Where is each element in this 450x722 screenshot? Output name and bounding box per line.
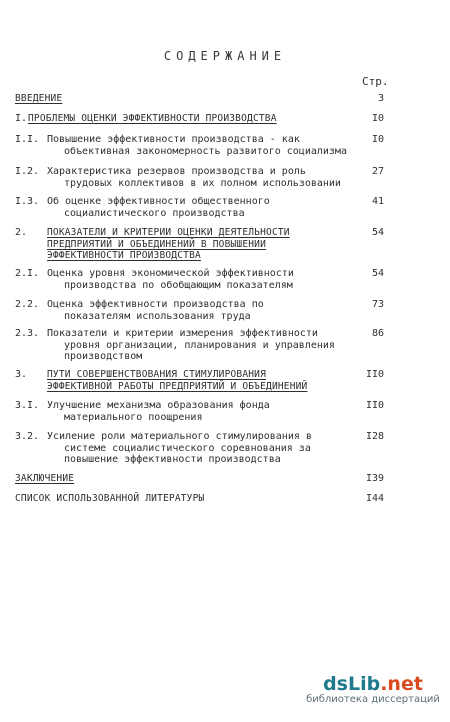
- toc-page-number: 73: [371, 299, 384, 310]
- page-column-header: Стр.: [362, 75, 389, 88]
- toc-entry-title: ПОКАЗАТЕЛИ И КРИТЕРИИ ОЦЕНКИ ДЕЯТЕЛЬНОСТИ ПРЕДПРИЯТИЙ И ОБЪЕДИНЕНИЙ В ПОВЫШЕНИИ ЭФФЕКТИВНОСТИ ПРОИЗВОДСТВА: [47, 227, 290, 261]
- toc-entry-title: ЗАКЛЮЧЕНИЕ: [15, 473, 75, 484]
- toc-entry-title: Оценка эффективности производства по показателям использования труда: [47, 299, 264, 322]
- toc-entry-title: Об оценке эффективности общественного социалистического производства: [47, 196, 270, 219]
- toc-entry-title: Оценка уровня экономической эффективности производства по обобщающим показателям: [47, 268, 294, 291]
- toc-entry-number: 2.3.: [15, 328, 40, 339]
- toc-entry-title: Характеристика резервов производства и роль трудовых коллективов в их полном использовании: [47, 166, 341, 189]
- toc-entry-title: ВВЕДЕНИЕ: [15, 93, 63, 104]
- toc-page-number: 27: [371, 166, 384, 177]
- toc-page-number: I0: [371, 134, 384, 145]
- toc-page-number: II0: [365, 400, 384, 411]
- toc-page-number: I0: [371, 113, 384, 124]
- page-title: СОДЕРЖАНИЕ: [163, 49, 287, 63]
- toc-page-number: 54: [371, 227, 384, 238]
- toc-entry-number: 2.I.: [15, 268, 40, 279]
- watermark-logo: dsLib.net: [323, 673, 423, 695]
- watermark-subtitle: библиотека диссертаций: [306, 694, 440, 705]
- toc-entry-number: 3.I.: [15, 400, 40, 411]
- toc-entry-number: 3.2.: [15, 431, 40, 442]
- toc-entry-title: Усиление роли материального стимулирования в системе социалистического соревнования за повышение эффективности производства: [47, 431, 312, 465]
- site-watermark: [298, 673, 448, 705]
- toc-page-number: 54: [371, 268, 384, 279]
- toc-entry-number: I.I.: [15, 134, 40, 145]
- toc-entry-number: I.3.: [15, 196, 40, 207]
- toc-page-number: I28: [365, 431, 384, 442]
- toc-entry-title: ПРОБЛЕМЫ ОЦЕНКИ ЭФФЕКТИВНОСТИ ПРОИЗВОДСТВА: [28, 113, 277, 124]
- toc-entry-number: 2.2.: [15, 299, 40, 310]
- toc-page-number: 86: [371, 328, 384, 339]
- toc-page-number: I44: [365, 493, 384, 504]
- toc-entry-title: СПИСОК ИСПОЛЬЗОВАННОЙ ЛИТЕРАТУРЫ: [15, 493, 205, 504]
- toc-page-number: 3: [377, 93, 384, 104]
- toc-entry-number: I.: [15, 113, 28, 124]
- toc-entry-title: Показатели и критерии измерения эффективности уровня организации, планирования и управления производством: [47, 328, 335, 362]
- toc-entry-number: 3.: [15, 369, 28, 380]
- toc-entry-title: ПУТИ СОВЕРШЕНСТВОВАНИЯ СТИМУЛИРОВАНИЯ ЭФФЕКТИВНОЙ РАБОТЫ ПРЕДПРИЯТИЙ И ОБЪЕДИНЕНИЙ: [47, 369, 308, 392]
- toc-entry-title: Повышение эффективности производства - как объективная закономерность развитого социализма: [47, 134, 347, 157]
- toc-entry-title: Улучшение механизма образования фонда материального поощрения: [47, 400, 270, 423]
- toc-page-number: I39: [365, 473, 384, 484]
- toc-page-number: 41: [371, 196, 384, 207]
- toc-entry-number: I.2.: [15, 166, 40, 177]
- toc-entry-number: 2.: [15, 227, 28, 238]
- toc-page-number: II0: [365, 369, 384, 380]
